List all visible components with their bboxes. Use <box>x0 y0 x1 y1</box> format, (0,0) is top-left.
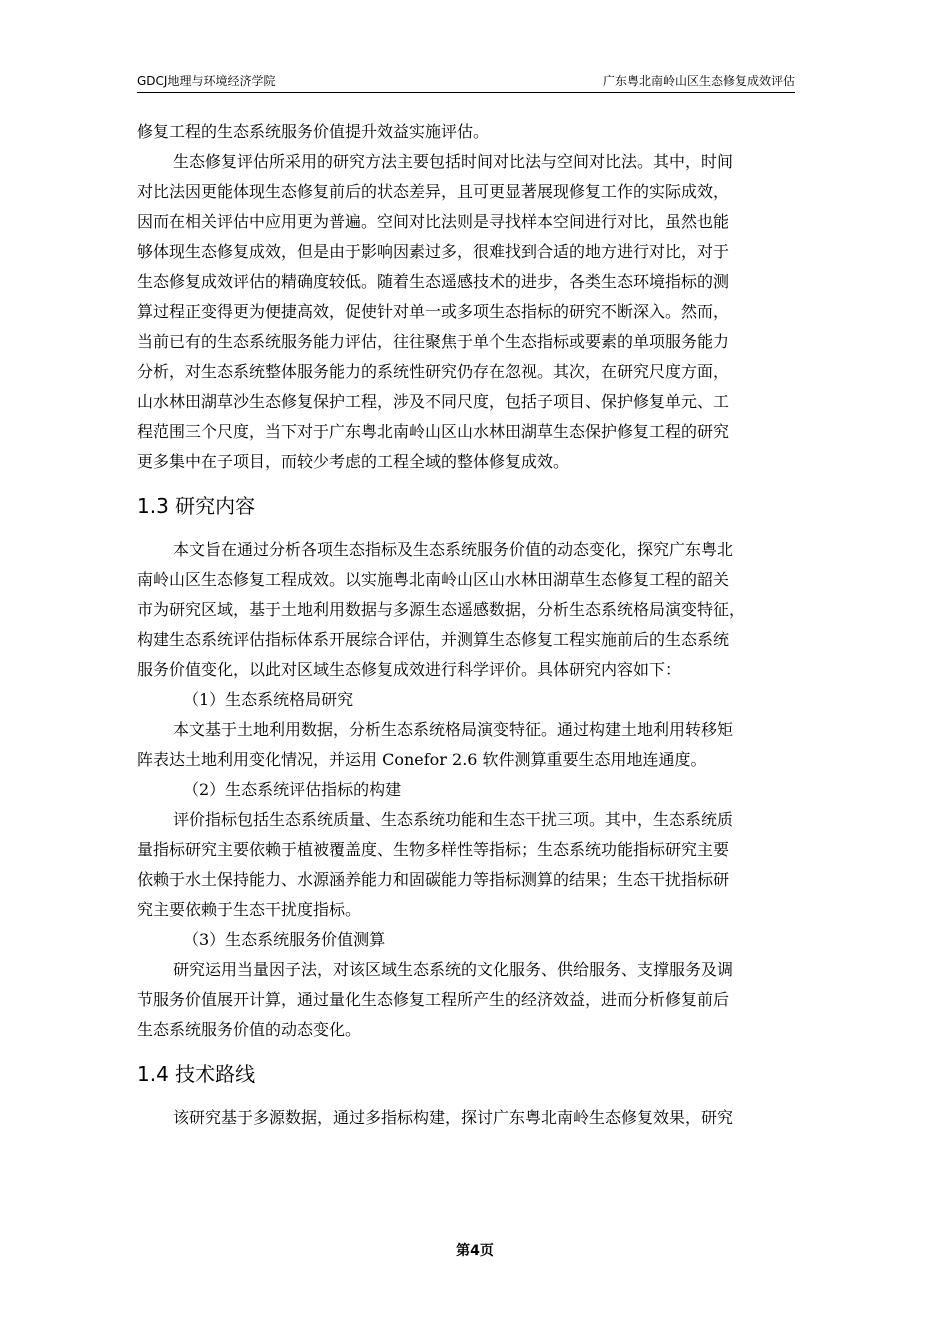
subheading-item-2: （2）生态系统评估指标的构建 <box>183 780 402 799</box>
text-line: 节服务价值展开计算，通过量化生态修复工程所产生的经济效益，进而分析修复前后 <box>137 990 730 1009</box>
paragraph-item-3 <box>137 955 852 1045</box>
text-line: 南岭山区生态修复工程成效。以实施粤北南岭山区山水林田湖草生态修复工程的韶关 <box>137 570 730 589</box>
text-line: 分析，对生态系统整体服务能力的系统性研究仍存在忽视。其次，在研究尺度方面， <box>137 362 730 381</box>
text-line: 本文基于土地利用数据，分析生态系统格局演变特征。通过构建土地利用转移矩 <box>173 720 734 739</box>
text-line: 够体现生态修复成效，但是由于影响因素过多，很难找到合适的地方进行对比，对于 <box>137 242 730 261</box>
text-line: 修复工程的生态系统服务价值提升效益实施评估。 <box>137 122 490 141</box>
text-line: 该研究基于多源数据，通过多指标构建，探讨广东粤北南岭生态修复效果，研究 <box>173 1108 734 1127</box>
header-document-title: 广东粤北南岭山区生态修复成效评估 <box>602 74 795 88</box>
text-line: 依赖于水土保持能力、水源涵养能力和固碳能力等指标测算的结果；生态干扰指标研 <box>137 870 730 889</box>
text-line: 更多集中在子项目，而较少考虑的工程全域的整体修复成效。 <box>137 452 570 471</box>
body-content <box>137 117 852 1133</box>
text-line: 研究运用当量因子法，对该区域生态系统的文化服务、供给服务、支撑服务及调 <box>173 960 734 979</box>
text-line: 阵表达土地利用变化情况，并运用 Conefor 2.6 软件测算重要生态用地连通度。 <box>137 750 707 769</box>
paragraph-item-2 <box>137 805 852 925</box>
text-line: 生态系统服务价值的动态变化。 <box>137 1020 362 1039</box>
paragraph-research-content-intro <box>137 535 852 685</box>
text-line: 程范围三个尺度，当下对于广东粤北南岭山区山水林田湖草生态保护修复工程的研究 <box>137 422 730 441</box>
text-line: 算过程正变得更为便捷高效，促使针对单一或多项生态指标的研究不断深入。然而， <box>137 302 730 321</box>
text-line: 因而在相关评估中应用更为普遍。空间对比法则是寻找样本空间进行对比，虽然也能 <box>137 212 730 231</box>
paragraph-methods <box>137 147 852 477</box>
text-line: 本文旨在通过分析各项生态指标及生态系统服务价值的动态变化，探究广东粤北 <box>173 540 734 559</box>
section-heading-1-3: 1.3 研究内容 <box>137 494 256 518</box>
text-line: 服务价值变化，以此对区域生态修复成效进行科学评价。具体研究内容如下： <box>137 660 682 679</box>
text-line: 量指标研究主要依赖于植被覆盖度、生物多样性等指标；生态系统功能指标研究主要 <box>137 840 730 859</box>
section-heading-1-4: 1.4 技术路线 <box>137 1062 256 1086</box>
text-line: 对比法因更能体现生态修复前后的状态差异，且可更显著展现修复工作的实际成效， <box>137 182 730 201</box>
page-header <box>137 68 795 93</box>
text-line: 生态修复评估所采用的研究方法主要包括时间对比法与空间对比法。其中，时间 <box>173 152 734 171</box>
text-line: 山水林田湖草沙生态修复保护工程，涉及不同尺度，包括子项目、保护修复单元、工 <box>137 392 730 411</box>
page-number: 第4页 <box>456 1243 494 1259</box>
text-line: 市为研究区域，基于土地利用数据与多源生态遥感数据，分析生态系统格局演变特征， <box>137 600 746 619</box>
text-line: 评价指标包括生态系统质量、生态系统功能和生态干扰三项。其中，生态系统质 <box>173 810 734 829</box>
header-school-name: GDCJ地理与环境经济学院 <box>137 74 276 88</box>
subheading-item-3: （3）生态系统服务价值测算 <box>183 930 386 949</box>
paragraph-continuation <box>137 117 852 147</box>
paragraph-item-1 <box>137 715 852 775</box>
text-line: 构建生态系统评估指标体系开展综合评估，并测算生态修复工程实施前后的生态系统 <box>137 630 730 649</box>
text-line: 究主要依赖于生态干扰度指标。 <box>137 900 362 919</box>
paragraph-technical-route <box>137 1103 852 1133</box>
text-line: 当前已有的生态系统服务能力评估，往往聚焦于单个生态指标或要素的单项服务能力 <box>137 332 730 351</box>
subheading-item-1: （1）生态系统格局研究 <box>183 690 354 709</box>
text-line: 生态修复成效评估的精确度较低。随着生态遥感技术的进步，各类生态环境指标的测 <box>137 272 730 291</box>
